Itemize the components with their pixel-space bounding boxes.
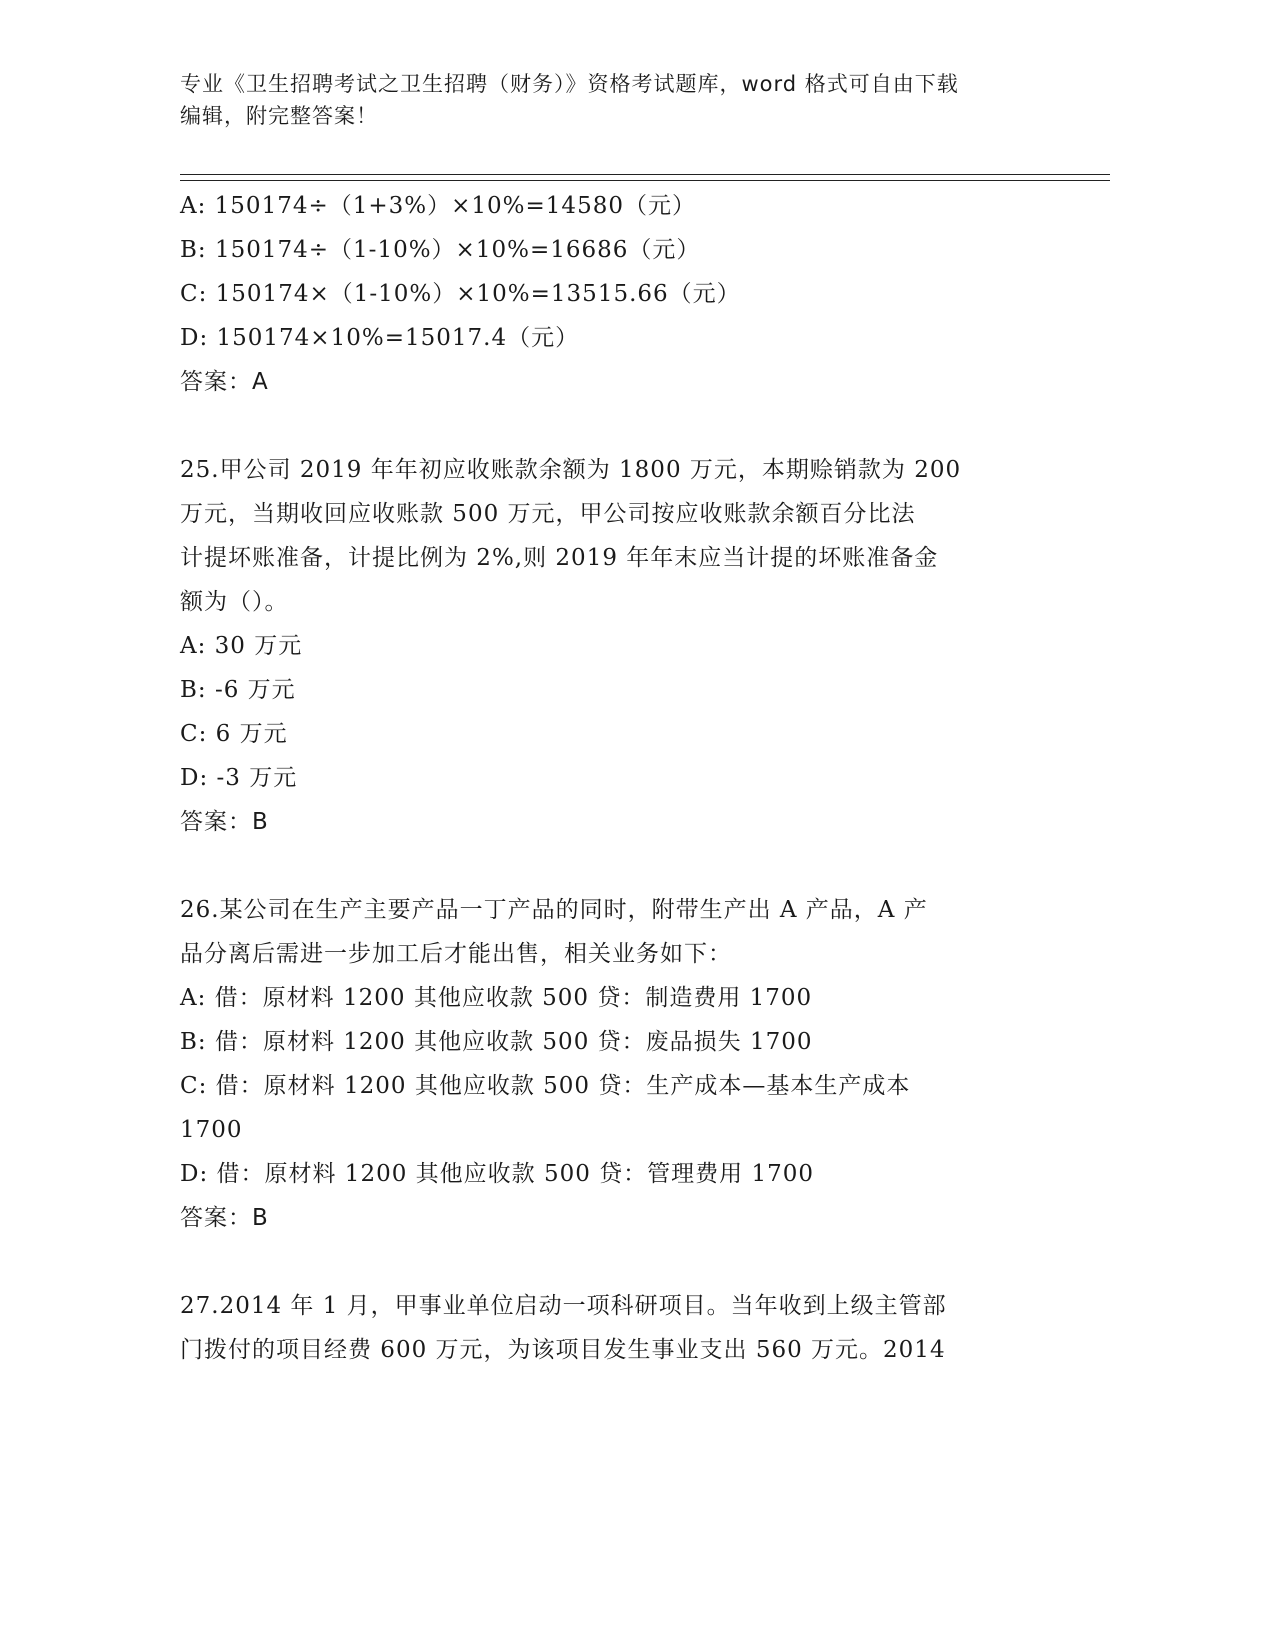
question-26 bbox=[180, 888, 1060, 1240]
option-c-continued: 1700 bbox=[180, 1117, 243, 1143]
option-c: C: 6 万元 bbox=[180, 721, 288, 747]
question-stem-line: 额为（）。 bbox=[180, 589, 289, 615]
option-a: A: 30 万元 bbox=[180, 633, 303, 659]
question-stem-line: 26.某公司在生产主要产品一丁产品的同时，附带生产出 A 产品，A 产 bbox=[180, 897, 928, 923]
document-header bbox=[180, 68, 1060, 132]
option-a: A: 150174÷（1+3%）×10%=14580（元） bbox=[180, 193, 696, 219]
option-d: D: -3 万元 bbox=[180, 765, 298, 791]
option-c: C: 150174×（1-10%）×10%=13515.66（元） bbox=[180, 281, 741, 307]
document-body bbox=[180, 184, 1060, 1372]
option-d: D: 借：原材料 1200 其他应收款 500 贷：管理费用 1700 bbox=[180, 1161, 815, 1187]
option-b: B: 150174÷（1-10%）×10%=16686（元） bbox=[180, 237, 701, 263]
answer: 答案：A bbox=[180, 369, 269, 395]
header-rule-top bbox=[180, 174, 1110, 175]
question-stem-line: 25.甲公司 2019 年年初应收账款余额为 1800 万元，本期赊销款为 200 bbox=[180, 457, 962, 483]
spacer bbox=[180, 844, 1060, 888]
option-c: C: 借：原材料 1200 其他应收款 500 贷：生产成本—基本生产成本 bbox=[180, 1073, 911, 1099]
question-stem-line: 计提坏账准备，计提比例为 2%,则 2019 年年末应当计提的坏账准备金 bbox=[180, 545, 939, 571]
spacer bbox=[180, 404, 1060, 448]
question-stem-line: 万元，当期收回应收账款 500 万元，甲公司按应收账款余额百分比法 bbox=[180, 501, 916, 527]
question-24 bbox=[180, 184, 1060, 404]
answer: 答案：B bbox=[180, 809, 269, 835]
spacer bbox=[180, 1240, 1060, 1284]
question-25 bbox=[180, 448, 1060, 844]
header-rule-bottom bbox=[180, 180, 1110, 181]
option-b: B: -6 万元 bbox=[180, 677, 296, 703]
option-d: D: 150174×10%=15017.4（元） bbox=[180, 325, 580, 351]
answer: 答案：B bbox=[180, 1205, 269, 1231]
header-line-1: 专业《卫生招聘考试之卫生招聘（财务）》资格考试题库，word 格式可自由下载 bbox=[180, 72, 959, 96]
option-a: A: 借：原材料 1200 其他应收款 500 贷：制造费用 1700 bbox=[180, 985, 813, 1011]
question-stem-line: 27.2014 年 1 月，甲事业单位启动一项科研项目。当年收到上级主管部 bbox=[180, 1293, 947, 1319]
question-27 bbox=[180, 1284, 1060, 1372]
header-line-2: 编辑，附完整答案！ bbox=[180, 104, 378, 128]
question-stem-line: 门拨付的项目经费 600 万元，为该项目发生事业支出 560 万元。2014 bbox=[180, 1337, 946, 1363]
question-stem-line: 品分离后需进一步加工后才能出售，相关业务如下： bbox=[180, 941, 732, 967]
option-b: B: 借：原材料 1200 其他应收款 500 贷：废品损失 1700 bbox=[180, 1029, 813, 1055]
